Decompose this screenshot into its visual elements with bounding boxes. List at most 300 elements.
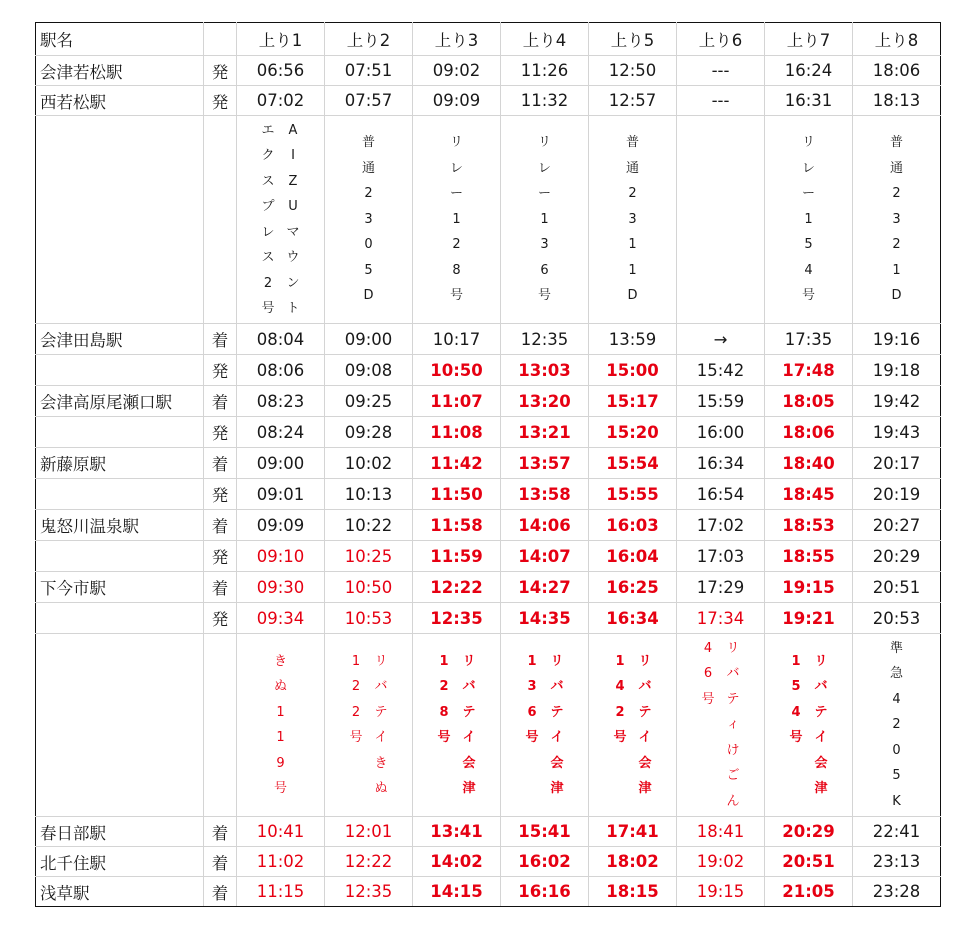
time-cell: 20:19 [853,479,941,510]
time-cell: 11:07 [413,386,501,417]
vertical-char: レ [449,160,463,176]
timetable-row [36,417,941,448]
time-cell: 14:02 [413,847,501,877]
timetable-row [36,572,941,603]
vertical-char: 1 [615,653,625,669]
vertical-char: バ [814,679,828,694]
station-name: 下今市駅 [36,572,204,603]
vertical-text-column [639,649,652,802]
arr-dep-label: 発 [204,417,237,448]
vertical-char: リ [801,135,815,151]
time-cell: 13:20 [501,386,589,417]
vertical-char: 1 [276,704,285,720]
vertical-char: 1 [791,653,801,669]
time-cell: 10:41 [237,817,325,847]
vertical-char: U [288,199,298,214]
time-cell: --- [677,86,765,116]
vertical-char: ー [801,186,815,202]
vertical-char: 6 [540,262,549,278]
vertical-char: 0 [892,742,901,758]
vertical-text-column [815,649,828,802]
time-cell: 08:23 [237,386,325,417]
header-train: 上り7 [765,23,853,56]
time-cell: 22:41 [853,817,941,847]
arr-dep-label: 発 [204,86,237,116]
time-cell: 11:26 [501,56,589,86]
arr-dep-label: 着 [204,510,237,541]
vertical-char: 4 [804,262,813,278]
vertical-char: 1 [276,730,285,745]
time-cell: 19:43 [853,417,941,448]
vertical-char: 5 [791,679,801,694]
arr-dep-label: 着 [204,448,237,479]
arr-dep-label: 着 [204,572,237,603]
time-cell: 16:54 [677,479,765,510]
vertical-char: 津 [638,781,652,796]
vertical-char: 会 [638,755,652,771]
time-cell: 14:27 [501,572,589,603]
vertical-char: 2 [628,186,637,202]
vertical-char: 1 [540,211,549,227]
vertical-char: 通 [361,160,375,176]
time-cell: 10:50 [413,355,501,386]
time-cell: 16:03 [589,510,677,541]
station-name [36,355,204,386]
arr-dep-label: 着 [204,817,237,847]
vertical-char: 1 [804,211,813,227]
vertical-char: 5 [804,237,813,253]
vertical-char: テ [374,704,388,720]
time-cell: 19:16 [853,324,941,355]
vertical-char: 0 [364,237,373,253]
time-cell: 13:21 [501,417,589,448]
time-cell: 19:15 [765,572,853,603]
time-cell: 16:24 [765,56,853,86]
time-cell: 15:59 [677,386,765,417]
time-cell: 17:29 [677,572,765,603]
vertical-char: 2 [892,237,901,253]
vertical-char: 号 [525,730,539,745]
vertical-char: I [291,148,295,163]
vertical-train-name [589,649,676,802]
vertical-char: リ [638,653,652,669]
train-name-cell [765,116,853,324]
time-cell: 14:06 [501,510,589,541]
train-name-cell [853,634,941,817]
vertical-char: テ [462,704,476,720]
time-cell: 10:13 [325,479,413,510]
time-cell: 13:59 [589,324,677,355]
header-station: 駅名 [36,23,204,56]
vertical-text-column [375,649,388,802]
train-name-cell [501,116,589,324]
arr-dep-label: 着 [204,847,237,877]
time-cell: 10:53 [325,603,413,634]
vertical-char: ん [726,793,740,809]
time-cell: 19:02 [677,847,765,877]
time-cell: 10:25 [325,541,413,572]
vertical-text-column [626,130,639,309]
vertical-char: D [627,288,638,304]
vertical-char: ト [286,301,300,316]
vertical-char: バ [374,679,388,694]
vertical-char: ス [261,173,275,189]
time-cell: 17:41 [589,817,677,847]
time-cell: 13:58 [501,479,589,510]
vertical-char: ー [537,186,551,202]
vertical-train-name [853,636,940,815]
train-name-cell [589,634,677,817]
vertical-char: 号 [449,288,463,304]
vertical-char: 号 [701,691,715,707]
vertical-text-column [287,118,300,322]
vertical-char: イ [374,730,388,745]
vertical-char: 1 [439,653,449,669]
time-cell: 07:02 [237,86,325,116]
timetable-row [36,56,941,86]
train-name-cell [765,634,853,817]
vertical-char: 号 [613,730,627,745]
vertical-text-column [551,649,564,802]
vertical-char: テ [638,704,652,720]
time-cell: 12:35 [501,324,589,355]
time-cell: 11:32 [501,86,589,116]
time-cell: 11:02 [237,847,325,877]
vertical-char: ぬ [273,679,287,694]
time-cell: 08:24 [237,417,325,448]
vertical-char: 号 [537,288,551,304]
vertical-char: 号 [273,781,287,796]
vertical-char: ス [261,250,275,265]
header-train: 上り8 [853,23,941,56]
time-cell: 18:45 [765,479,853,510]
vertical-char: ィ [726,717,740,733]
vertical-text-column [802,130,815,309]
vertical-char: 4 [615,679,625,694]
time-cell: 12:22 [325,847,413,877]
time-cell: 11:15 [237,877,325,907]
vertical-text-column [613,649,626,802]
vertical-char: 2 [351,679,361,694]
time-cell: 09:00 [325,324,413,355]
time-cell: 09:00 [237,448,325,479]
time-cell: 16:34 [589,603,677,634]
vertical-char: 会 [814,755,828,771]
time-cell: 19:15 [677,877,765,907]
vertical-char: 5 [892,768,901,784]
time-cell: 15:55 [589,479,677,510]
time-cell: 11:59 [413,541,501,572]
vertical-char: 5 [364,262,373,278]
timetable-row [36,847,941,877]
vertical-text-column [538,130,551,309]
time-cell: 12:35 [413,603,501,634]
vertical-char: 津 [462,781,476,796]
vertical-char: マ [286,224,300,240]
time-cell: 18:02 [589,847,677,877]
time-cell: 17:48 [765,355,853,386]
vertical-char: 1 [628,237,637,253]
station-name: 会津田島駅 [36,324,204,355]
time-cell: 18:41 [677,817,765,847]
vertical-train-name [589,130,676,309]
header-train: 上り1 [237,23,325,56]
time-cell: 11:08 [413,417,501,448]
timetable-row [36,603,941,634]
vertical-train-name [237,649,324,802]
vertical-char: 6 [703,666,713,682]
vertical-char: リ [449,135,463,151]
vertical-char: 号 [261,301,275,316]
blank-cell [36,116,204,324]
vertical-text-column [274,649,287,802]
vertical-char: ご [726,768,740,784]
vertical-char: 8 [452,262,461,278]
train-name-row [36,634,941,817]
vertical-char: プ [261,199,275,214]
vertical-char: ぬ [374,781,388,796]
timetable [35,22,941,907]
time-cell: 10:50 [325,572,413,603]
time-cell: 18:53 [765,510,853,541]
arr-dep-label: 着 [204,324,237,355]
station-name: 北千住駅 [36,847,204,877]
time-cell: 20:27 [853,510,941,541]
train-name-cell [413,634,501,817]
time-cell: 08:04 [237,324,325,355]
station-name [36,479,204,510]
arr-dep-label: 発 [204,355,237,386]
arr-dep-label: 発 [204,56,237,86]
vertical-char: ン [286,275,300,291]
time-cell: 18:06 [765,417,853,448]
train-name-cell [501,634,589,817]
vertical-char: 1 [351,653,361,669]
vertical-char: 急 [889,666,903,682]
vertical-char: 1 [527,653,537,669]
vertical-train-name [237,118,324,322]
time-cell: 06:56 [237,56,325,86]
time-cell: 16:25 [589,572,677,603]
vertical-text-column [362,130,375,309]
time-cell: → [677,324,765,355]
vertical-char: イ [814,730,828,745]
vertical-char: ウ [286,250,300,265]
arr-dep-label: 発 [204,603,237,634]
vertical-text-column [437,649,450,802]
time-cell: 15:41 [501,817,589,847]
header-train: 上り4 [501,23,589,56]
time-cell: 11:50 [413,479,501,510]
vertical-train-name [765,130,852,309]
vertical-char: 普 [889,135,903,151]
timetable-sheet [35,22,941,907]
vertical-char: 4 [791,704,801,720]
station-name: 春日部駅 [36,817,204,847]
vertical-char: D [363,288,374,304]
vertical-train-name [501,649,588,802]
time-cell: 14:35 [501,603,589,634]
time-cell: 18:55 [765,541,853,572]
time-cell: 20:29 [853,541,941,572]
arr-dep-label: 着 [204,877,237,907]
vertical-char: 9 [276,755,285,771]
blank-cell [204,116,237,324]
vertical-char: テ [550,704,564,720]
train-name-cell [237,634,325,817]
vertical-char: 2 [364,186,373,202]
time-cell: 13:57 [501,448,589,479]
timetable-row [36,448,941,479]
timetable-row [36,386,941,417]
time-cell: 14:07 [501,541,589,572]
vertical-char: イ [550,730,564,745]
time-cell: 12:01 [325,817,413,847]
time-cell: 17:35 [765,324,853,355]
vertical-text-column [890,636,903,815]
time-cell: 20:53 [853,603,941,634]
time-cell: 15:54 [589,448,677,479]
time-cell: 15:20 [589,417,677,448]
vertical-char: レ [801,160,815,176]
vertical-char: バ [550,679,564,694]
vertical-char: 津 [550,781,564,796]
header-ad [204,23,237,56]
timetable-row [36,817,941,847]
time-cell: 16:16 [501,877,589,907]
time-cell: 18:06 [853,56,941,86]
timetable-row [36,877,941,907]
vertical-char: 3 [364,211,373,227]
vertical-text-column [463,649,476,802]
time-cell: 16:31 [765,86,853,116]
vertical-char: リ [814,653,828,669]
timetable-row [36,324,941,355]
time-cell: 15:42 [677,355,765,386]
time-cell: 09:09 [413,86,501,116]
vertical-char: 2 [892,186,901,202]
vertical-char: 2 [452,237,461,253]
time-cell: 18:13 [853,86,941,116]
time-cell: 20:29 [765,817,853,847]
vertical-char: 1 [892,262,901,278]
header-train: 上り5 [589,23,677,56]
time-cell: 10:22 [325,510,413,541]
time-cell: 21:05 [765,877,853,907]
vertical-char: リ [462,653,476,669]
vertical-char: 8 [439,704,449,720]
time-cell: 15:00 [589,355,677,386]
station-name: 浅草駅 [36,877,204,907]
vertical-char: け [726,742,740,758]
time-cell: 08:06 [237,355,325,386]
vertical-char: K [892,793,901,809]
header-train: 上り6 [677,23,765,56]
vertical-char: エ [261,122,275,138]
station-name: 会津高原尾瀬口駅 [36,386,204,417]
train-name-cell [237,116,325,324]
time-cell: 16:04 [589,541,677,572]
time-cell: 20:51 [765,847,853,877]
time-cell: 11:58 [413,510,501,541]
time-cell: 09:28 [325,417,413,448]
vertical-char: 4 [892,691,901,707]
vertical-char: 会 [550,755,564,771]
timetable-row [36,355,941,386]
train-name-row [36,116,941,324]
station-name: 会津若松駅 [36,56,204,86]
vertical-char: 会 [462,755,476,771]
vertical-char: 準 [889,640,903,656]
time-cell: 10:02 [325,448,413,479]
vertical-char: 3 [892,211,901,227]
vertical-char: 普 [361,135,375,151]
timetable-row [36,86,941,116]
vertical-char: 2 [615,704,625,720]
vertical-train-name [853,130,940,309]
train-name-cell [677,634,765,817]
vertical-text-column [890,130,903,309]
vertical-char: 号 [437,730,451,745]
vertical-text-column [727,636,740,815]
train-name-cell [413,116,501,324]
vertical-char: 2 [892,717,901,733]
vertical-char: リ [726,640,740,656]
vertical-char: A [288,122,298,138]
vertical-char: 通 [889,160,903,176]
time-cell: 09:01 [237,479,325,510]
vertical-char: 通 [625,160,639,176]
vertical-char: 普 [625,135,639,151]
time-cell: 23:13 [853,847,941,877]
time-cell: 16:02 [501,847,589,877]
vertical-char: き [374,755,388,771]
vertical-train-name [413,649,500,802]
vertical-char: レ [261,224,275,240]
vertical-text-column [789,649,802,802]
time-cell: 12:50 [589,56,677,86]
vertical-train-name [325,130,412,309]
vertical-char: ー [449,186,463,202]
vertical-char: 津 [814,781,828,796]
station-name: 西若松駅 [36,86,204,116]
blank-cell [204,634,237,817]
time-cell: 17:03 [677,541,765,572]
blank-cell [36,634,204,817]
header-row [36,23,941,56]
time-cell: 09:25 [325,386,413,417]
vertical-char: Z [288,173,298,189]
vertical-char: 3 [628,211,637,227]
vertical-text-column [525,649,538,802]
time-cell: 09:08 [325,355,413,386]
time-cell: 23:28 [853,877,941,907]
vertical-char: 3 [527,679,537,694]
vertical-char: リ [537,135,551,151]
vertical-train-name [501,130,588,309]
vertical-char: 2 [351,704,361,720]
vertical-train-name [677,636,764,815]
vertical-char: イ [462,730,476,745]
time-cell: 19:42 [853,386,941,417]
time-cell: 16:34 [677,448,765,479]
vertical-char: レ [537,160,551,176]
time-cell: 07:51 [325,56,413,86]
train-name-cell [589,116,677,324]
train-name-cell [677,116,765,324]
vertical-text-column [701,636,714,815]
timetable-row [36,479,941,510]
